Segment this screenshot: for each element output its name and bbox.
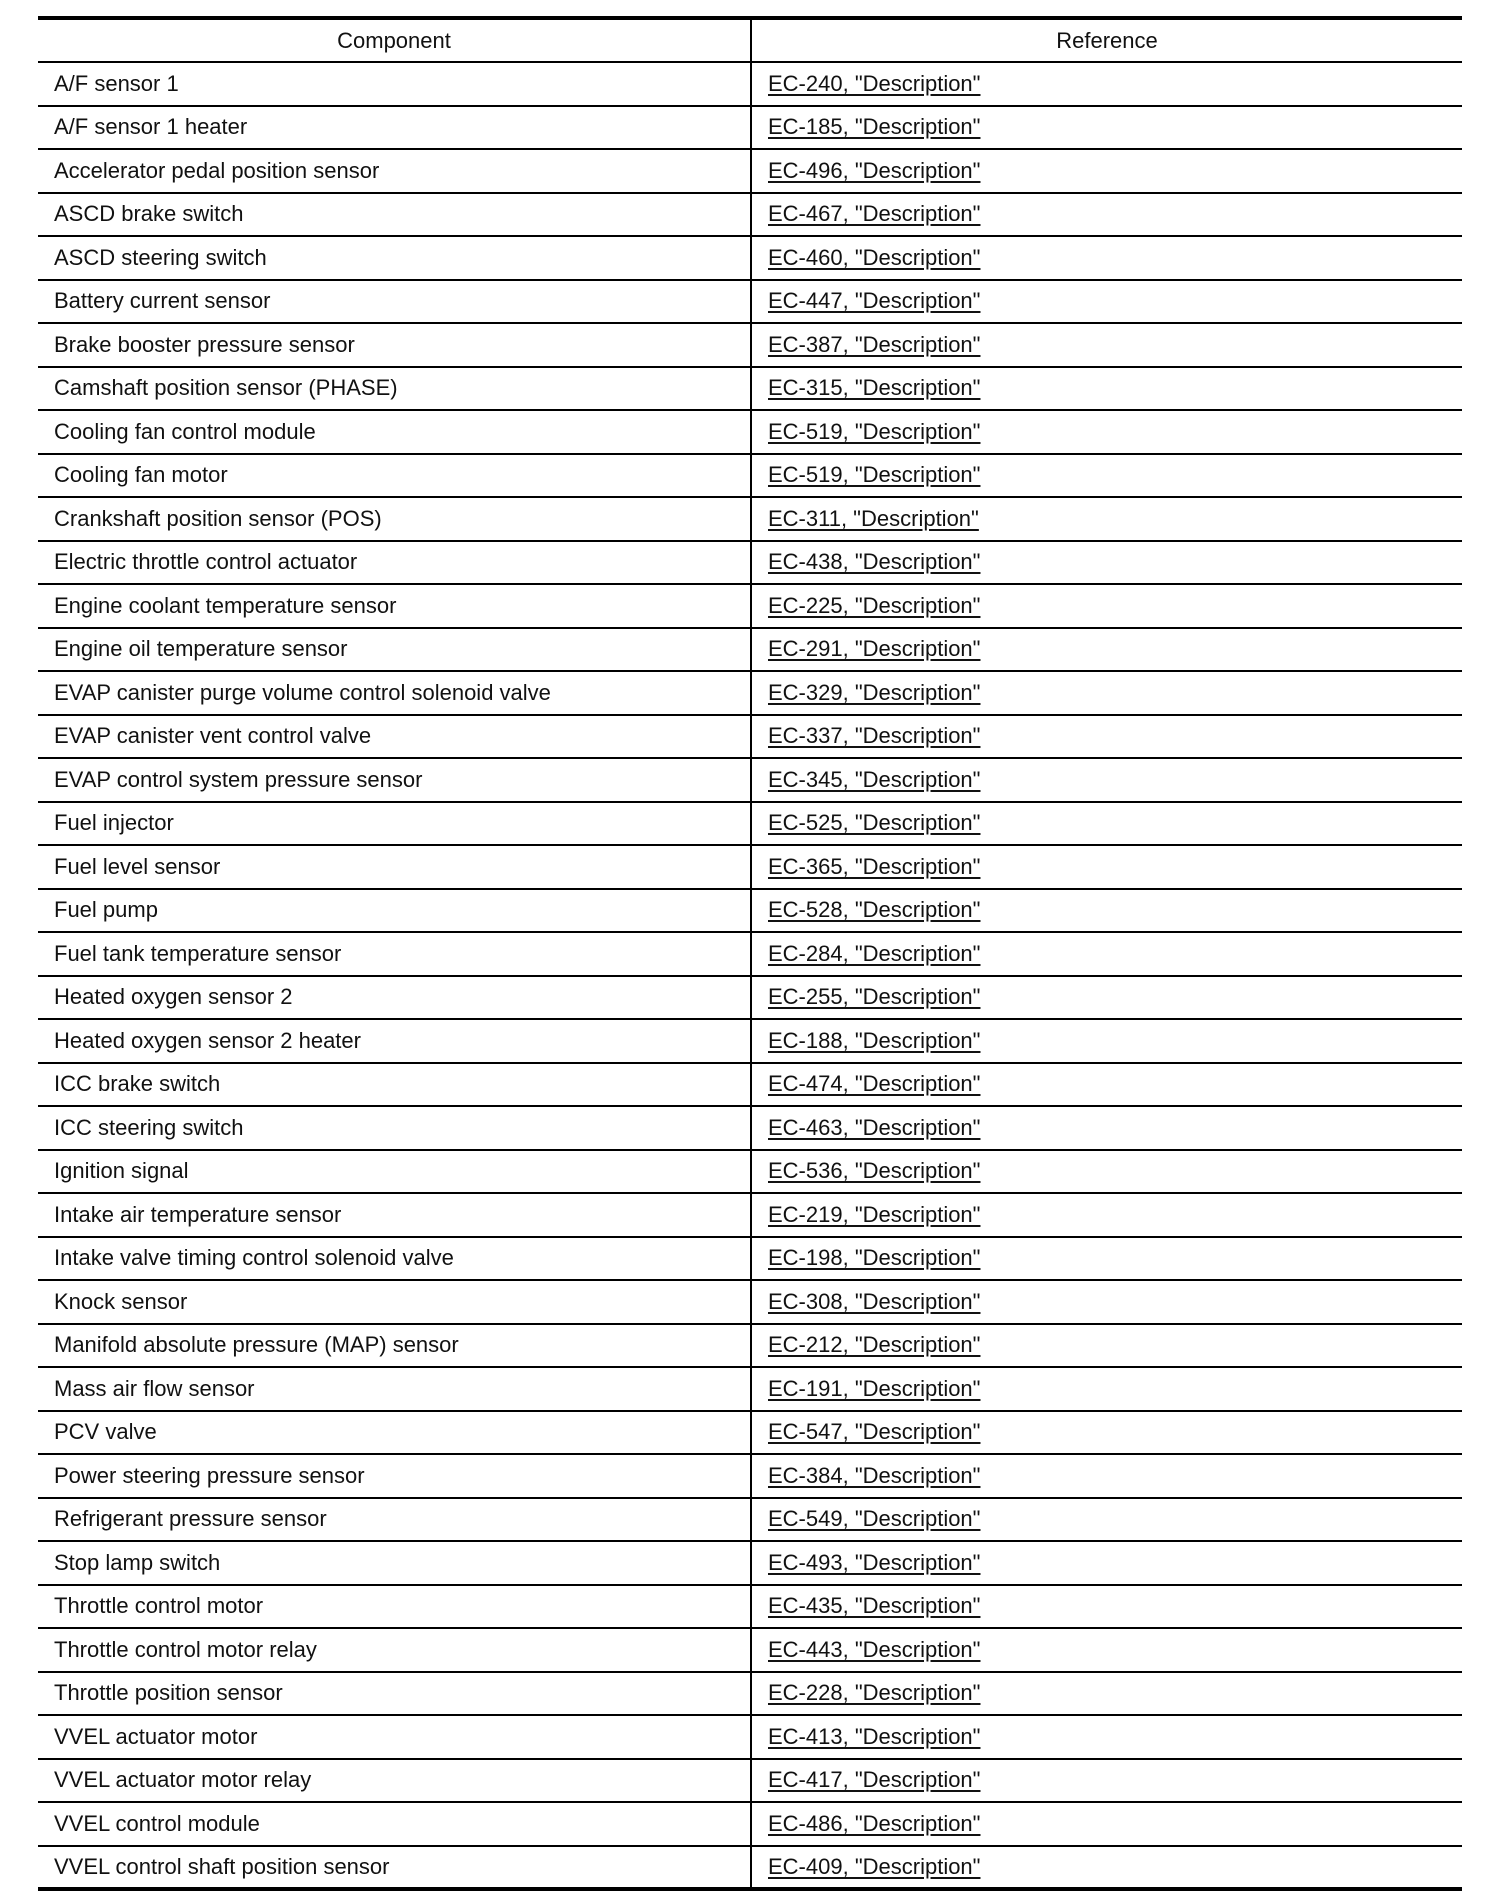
reference-cell bbox=[751, 1367, 1462, 1411]
reference-link[interactable]: EC-225, "Description" bbox=[768, 592, 981, 618]
reference-cell bbox=[751, 1150, 1462, 1194]
reference-cell bbox=[751, 1498, 1462, 1542]
reference-link[interactable]: EC-329, "Description" bbox=[768, 679, 981, 705]
reference-link[interactable]: EC-212, "Description" bbox=[768, 1332, 981, 1358]
component-cell: Intake valve timing control solenoid valve bbox=[38, 1237, 751, 1281]
component-cell: Brake booster pressure sensor bbox=[38, 323, 751, 367]
reference-cell bbox=[751, 715, 1462, 759]
reference-cell bbox=[751, 1454, 1462, 1498]
reference-link[interactable]: EC-365, "Description" bbox=[768, 853, 981, 879]
table-row bbox=[38, 1063, 1462, 1107]
table-row bbox=[38, 1585, 1462, 1629]
reference-cell bbox=[751, 323, 1462, 367]
reference-cell bbox=[751, 1628, 1462, 1672]
reference-link[interactable]: EC-284, "Description" bbox=[768, 940, 981, 966]
component-cell: Camshaft position sensor (PHASE) bbox=[38, 367, 751, 411]
reference-link[interactable]: EC-185, "Description" bbox=[768, 114, 981, 140]
reference-cell bbox=[751, 1280, 1462, 1324]
component-cell: EVAP canister purge volume control solenoid valve bbox=[38, 671, 751, 715]
reference-link[interactable]: EC-528, "Description" bbox=[768, 897, 981, 923]
table-row bbox=[38, 758, 1462, 802]
table-row bbox=[38, 1324, 1462, 1368]
reference-link[interactable]: EC-549, "Description" bbox=[768, 1506, 981, 1532]
reference-link[interactable]: EC-308, "Description" bbox=[768, 1288, 981, 1314]
component-cell: Heated oxygen sensor 2 bbox=[38, 976, 751, 1020]
component-cell: Knock sensor bbox=[38, 1280, 751, 1324]
reference-cell bbox=[751, 932, 1462, 976]
component-cell: ASCD brake switch bbox=[38, 193, 751, 237]
component-cell: Fuel level sensor bbox=[38, 845, 751, 889]
reference-cell bbox=[751, 541, 1462, 585]
reference-link[interactable]: EC-435, "Description" bbox=[768, 1593, 981, 1619]
table-row bbox=[38, 541, 1462, 585]
reference-cell bbox=[751, 671, 1462, 715]
reference-link[interactable]: EC-291, "Description" bbox=[768, 636, 981, 662]
table-row bbox=[38, 1019, 1462, 1063]
component-cell: Fuel pump bbox=[38, 889, 751, 933]
reference-cell bbox=[751, 802, 1462, 846]
component-cell: Ignition signal bbox=[38, 1150, 751, 1194]
table-row bbox=[38, 454, 1462, 498]
reference-cell bbox=[751, 1802, 1462, 1846]
table-row bbox=[38, 1846, 1462, 1890]
table-row bbox=[38, 1367, 1462, 1411]
table-row bbox=[38, 1411, 1462, 1455]
table-row bbox=[38, 1672, 1462, 1716]
table-row bbox=[38, 1541, 1462, 1585]
reference-cell bbox=[751, 62, 1462, 106]
component-cell: VVEL control module bbox=[38, 1802, 751, 1846]
reference-column-header: Reference bbox=[751, 18, 1462, 62]
component-cell: Throttle control motor relay bbox=[38, 1628, 751, 1672]
reference-cell bbox=[751, 1411, 1462, 1455]
component-cell: Engine coolant temperature sensor bbox=[38, 584, 751, 628]
reference-cell bbox=[751, 497, 1462, 541]
component-cell: Accelerator pedal position sensor bbox=[38, 149, 751, 193]
reference-cell bbox=[751, 1541, 1462, 1585]
table-row bbox=[38, 1237, 1462, 1281]
reference-link[interactable]: EC-519, "Description" bbox=[768, 418, 981, 444]
table-row bbox=[38, 584, 1462, 628]
table-row bbox=[38, 497, 1462, 541]
reference-cell bbox=[751, 193, 1462, 237]
table-row bbox=[38, 628, 1462, 672]
component-cell: ASCD steering switch bbox=[38, 236, 751, 280]
table-header bbox=[38, 18, 1462, 62]
component-cell: ICC brake switch bbox=[38, 1063, 751, 1107]
reference-link[interactable]: EC-438, "Description" bbox=[768, 549, 981, 575]
component-cell: VVEL control shaft position sensor bbox=[38, 1846, 751, 1890]
component-cell: Refrigerant pressure sensor bbox=[38, 1498, 751, 1542]
reference-cell bbox=[751, 1759, 1462, 1803]
component-cell: EVAP control system pressure sensor bbox=[38, 758, 751, 802]
component-cell: Heated oxygen sensor 2 heater bbox=[38, 1019, 751, 1063]
reference-link[interactable]: EC-493, "Description" bbox=[768, 1549, 981, 1575]
table-row bbox=[38, 802, 1462, 846]
reference-cell bbox=[751, 758, 1462, 802]
reference-link[interactable]: EC-460, "Description" bbox=[768, 244, 981, 270]
component-cell: Stop lamp switch bbox=[38, 1541, 751, 1585]
component-cell: Mass air flow sensor bbox=[38, 1367, 751, 1411]
reference-link[interactable]: EC-519, "Description" bbox=[768, 462, 981, 488]
component-cell: Electric throttle control actuator bbox=[38, 541, 751, 585]
table-row bbox=[38, 62, 1462, 106]
reference-cell bbox=[751, 410, 1462, 454]
table-row bbox=[38, 1280, 1462, 1324]
component-cell: VVEL actuator motor relay bbox=[38, 1759, 751, 1803]
component-cell: Manifold absolute pressure (MAP) sensor bbox=[38, 1324, 751, 1368]
component-cell: PCV valve bbox=[38, 1411, 751, 1455]
table-row bbox=[38, 1193, 1462, 1237]
component-cell: Throttle control motor bbox=[38, 1585, 751, 1629]
reference-cell bbox=[751, 1585, 1462, 1629]
table-row bbox=[38, 932, 1462, 976]
reference-link[interactable]: EC-345, "Description" bbox=[768, 766, 981, 792]
component-cell: Power steering pressure sensor bbox=[38, 1454, 751, 1498]
table-row bbox=[38, 280, 1462, 324]
reference-link[interactable]: EC-467, "Description" bbox=[768, 201, 981, 227]
component-column-header: Component bbox=[38, 18, 751, 62]
table-row bbox=[38, 236, 1462, 280]
component-cell: Fuel injector bbox=[38, 802, 751, 846]
reference-cell bbox=[751, 236, 1462, 280]
reference-cell bbox=[751, 106, 1462, 150]
table-row bbox=[38, 193, 1462, 237]
reference-link[interactable]: EC-447, "Description" bbox=[768, 288, 981, 314]
table-row bbox=[38, 106, 1462, 150]
component-cell: A/F sensor 1 heater bbox=[38, 106, 751, 150]
reference-cell bbox=[751, 1324, 1462, 1368]
component-cell: Battery current sensor bbox=[38, 280, 751, 324]
header-row bbox=[38, 18, 1462, 62]
table-row bbox=[38, 671, 1462, 715]
reference-cell bbox=[751, 1106, 1462, 1150]
component-cell: Cooling fan control module bbox=[38, 410, 751, 454]
reference-link[interactable]: EC-228, "Description" bbox=[768, 1680, 981, 1706]
table-row bbox=[38, 1715, 1462, 1759]
reference-link[interactable]: EC-188, "Description" bbox=[768, 1027, 981, 1053]
reference-cell bbox=[751, 1193, 1462, 1237]
component-cell: ICC steering switch bbox=[38, 1106, 751, 1150]
table-row bbox=[38, 889, 1462, 933]
reference-link[interactable]: EC-413, "Description" bbox=[768, 1723, 981, 1749]
table-row bbox=[38, 976, 1462, 1020]
reference-link[interactable]: EC-547, "Description" bbox=[768, 1419, 981, 1445]
reference-link[interactable]: EC-337, "Description" bbox=[768, 723, 981, 749]
reference-cell bbox=[751, 584, 1462, 628]
reference-link[interactable]: EC-315, "Description" bbox=[768, 375, 981, 401]
reference-link[interactable]: EC-409, "Description" bbox=[768, 1853, 981, 1879]
reference-cell bbox=[751, 976, 1462, 1020]
table-row bbox=[38, 1802, 1462, 1846]
reference-link[interactable]: EC-311, "Description" bbox=[768, 505, 979, 531]
reference-cell bbox=[751, 845, 1462, 889]
table-row bbox=[38, 1628, 1462, 1672]
component-cell: Fuel tank temperature sensor bbox=[38, 932, 751, 976]
component-cell: Cooling fan motor bbox=[38, 454, 751, 498]
reference-link[interactable]: EC-417, "Description" bbox=[768, 1767, 981, 1793]
table-row bbox=[38, 715, 1462, 759]
table-row bbox=[38, 1106, 1462, 1150]
component-cell: A/F sensor 1 bbox=[38, 62, 751, 106]
reference-link[interactable]: EC-384, "Description" bbox=[768, 1462, 981, 1488]
reference-cell bbox=[751, 1019, 1462, 1063]
reference-link[interactable]: EC-198, "Description" bbox=[768, 1245, 981, 1271]
table-row bbox=[38, 1759, 1462, 1803]
component-cell: Intake air temperature sensor bbox=[38, 1193, 751, 1237]
table-body bbox=[38, 62, 1462, 1889]
reference-link[interactable]: EC-443, "Description" bbox=[768, 1636, 981, 1662]
reference-link[interactable]: EC-486, "Description" bbox=[768, 1810, 981, 1836]
reference-link[interactable]: EC-496, "Description" bbox=[768, 157, 981, 183]
reference-link[interactable]: EC-387, "Description" bbox=[768, 331, 981, 357]
reference-link[interactable]: EC-240, "Description" bbox=[768, 70, 981, 96]
table-row bbox=[38, 1454, 1462, 1498]
component-cell: Crankshaft position sensor (POS) bbox=[38, 497, 751, 541]
component-cell: Engine oil temperature sensor bbox=[38, 628, 751, 672]
reference-cell bbox=[751, 1846, 1462, 1890]
component-cell: VVEL actuator motor bbox=[38, 1715, 751, 1759]
reference-cell bbox=[751, 1237, 1462, 1281]
component-reference-table bbox=[38, 16, 1462, 1891]
reference-link[interactable]: EC-536, "Description" bbox=[768, 1158, 981, 1184]
table-row bbox=[38, 149, 1462, 193]
component-cell: EVAP canister vent control valve bbox=[38, 715, 751, 759]
reference-link[interactable]: EC-255, "Description" bbox=[768, 984, 981, 1010]
reference-link[interactable]: EC-463, "Description" bbox=[768, 1114, 981, 1140]
reference-link[interactable]: EC-474, "Description" bbox=[768, 1071, 981, 1097]
reference-link[interactable]: EC-191, "Description" bbox=[768, 1375, 981, 1401]
reference-cell bbox=[751, 367, 1462, 411]
reference-cell bbox=[751, 149, 1462, 193]
reference-cell bbox=[751, 1715, 1462, 1759]
reference-link[interactable]: EC-219, "Description" bbox=[768, 1201, 981, 1227]
reference-link[interactable]: EC-525, "Description" bbox=[768, 810, 981, 836]
table-row bbox=[38, 1150, 1462, 1194]
reference-cell bbox=[751, 628, 1462, 672]
component-cell: Throttle position sensor bbox=[38, 1672, 751, 1716]
table-row bbox=[38, 1498, 1462, 1542]
table-row bbox=[38, 323, 1462, 367]
table-row bbox=[38, 367, 1462, 411]
reference-cell bbox=[751, 1672, 1462, 1716]
reference-cell bbox=[751, 889, 1462, 933]
table-row bbox=[38, 410, 1462, 454]
reference-cell bbox=[751, 1063, 1462, 1107]
table-row bbox=[38, 845, 1462, 889]
reference-cell bbox=[751, 280, 1462, 324]
reference-cell bbox=[751, 454, 1462, 498]
